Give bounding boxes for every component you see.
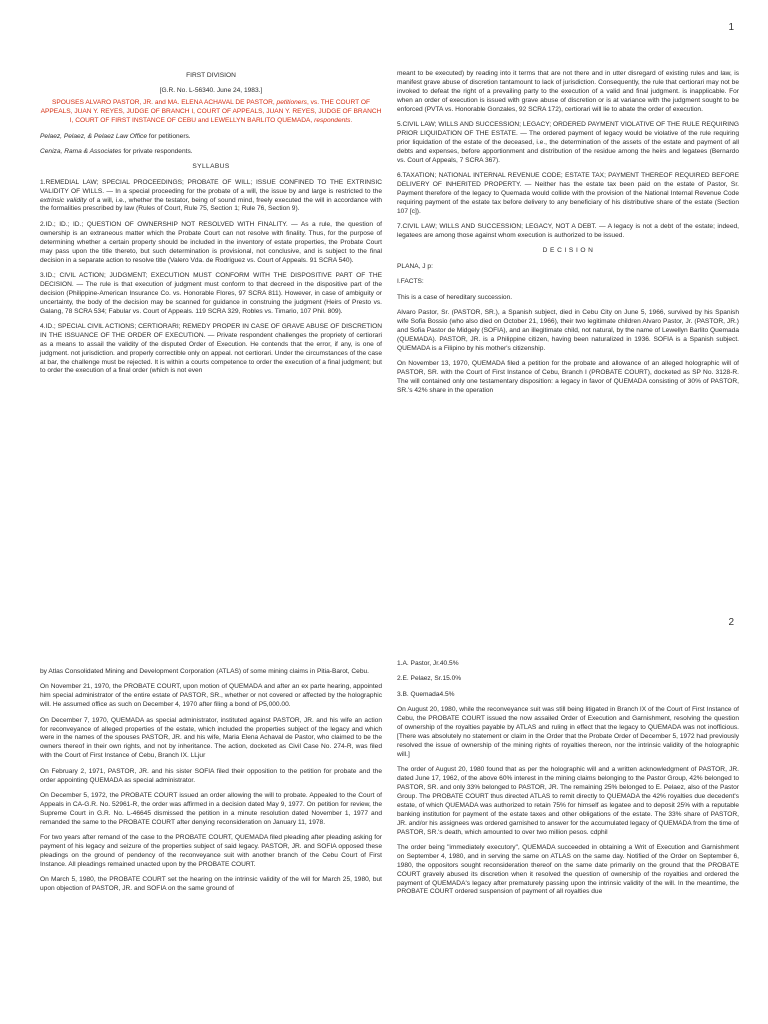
- syllabus-item-1: 1.REMEDIAL LAW; SPECIAL PROCEEDINGS; PROBATE OF WILL; ISSUE CONFINED TO THE EXTRINSIC VALIDITY OF WILLS. — In a special proceeding for the probate of a will, the issue by and large is restricted to the extrinsic validity of a will, i.e., whether the testator, being of sound mind, freely executed the will in accordance with the formalities prescribed by law (Rules of Court, Rule 75, Section 1; Rule 76, Section 9).: [40, 178, 383, 213]
- page-number: 2: [728, 617, 734, 628]
- syllabus-heading: SYLLABUS: [192, 163, 230, 171]
- left-column: [40, 72, 382, 383]
- ponente: PLANA, J p:: [397, 262, 433, 270]
- syllabus-item-6: 6.TAXATION; NATIONAL INTERNAL REVENUE CODE; ESTATE TAX; PAYMENT THEREOF REQUIRED BEFORE DELIVERY OF INHERITED PROPERTY. — Neither has the estate tax been paid on the estate of Pastor, Sr. Payment therefore of the legacy to Quemada would collide with the provision of the National Internal Revenue Code requiring payment of the estate tax before delivery to any beneficiary of his distributive share of the estate (Section 107 [c]).: [397, 172, 739, 215]
- syllabus-item-3: 3.ID.; CIVIL ACTION; JUDGMENT; EXECUTION MUST CONFORM WITH THE DISPOSITIVE PART OF THE DECISION. — The rule is that execution of judgment must conform to that decreed in the dispositive part of the decision (Philippine-American Insurance Co. vs. Honorable Flores, 97 SCRA 811). However, in case of ambiguity or uncertainty, the body of the decision may be scanned for guidance in construing the judgment (Heirs of Presto vs. Galang, 78 SCRA 534; Fabular vs. Court of Appeals. 119 SCRA 329, Robles vs. Timario, 107 Phil. 809).: [40, 271, 382, 315]
- counsel-respondents: Ceniza, Rama & Associates for private respondents.: [40, 147, 193, 155]
- share-list-item: 2.E. Pelaez, Sr.15.0%: [397, 675, 462, 683]
- share-list-item: 1.A. Pastor, Jr.40.5%: [397, 660, 459, 667]
- syllabus-item-7: 7.CIVIL LAW; WILLS AND SUCCESSION; LEGACY, NOT A DEBT. — A legacy is not a debt of the estate; indeed, legatees are among those against whom execution is authorized to be issued.: [397, 223, 739, 239]
- left-column: [40, 668, 382, 901]
- document-page-2: [0, 600, 768, 1024]
- paragraph: The order being "immediately executory", QUEMADA succeeded in obtaining a Writ of Execution and Garnishment on September 4, 1980, and in serving the same on ATLAS on the same day. Notified of the Order on September 6, 1980, the oppositors sought reconsideration thereof on the same date primarily on the ground that the PROBATE COURT gravely abused its discretion when it resolved the question of ownership of the royalties and ordered the payment of QUEMADA's legacy after prematurely passing upon the intrinsic validity of the will. In the meantime, the PROBATE COURT ordered suspension of payment of all royalties due: [397, 843, 739, 896]
- paragraph: On December 7, 1970, QUEMADA as special administrator, instituted against PASTOR, JR. and his wife an action for reconveyance of alleged properties of the estate, which included the properties subject of the legacy and which were in the names of the spouses PASTOR, JR. and his wife, Maria Elena Achaval de Pastor, who claimed to be the owners thereof in their own rights, and not by inheritance. The action, docketed as Civil Case No. 274-R, was filed with the Court of First Instance of Cebu, Branch IX. LLjur: [40, 716, 382, 760]
- syllabus-item-2: 2.ID.; ID.; ID.; QUESTION OF OWNERSHIP NOT RESOLVED WITH FINALITY. — As a rule, the question of ownership is an extraneous matter which the Probate Court can not resolve with finality. Thus, for the purpose of determining whether a certain property should be included in the inventory of estate properties, the Probate Court may pass upon the title thereto, but such determination is provisional, not conclusive, and is subject to the final decision in a separate action to resolve title (Valero Vda. de Rodriguez vs. Court of Appeals. 91 SCRA 540).: [40, 220, 382, 264]
- facts-paragraph-3: On November 13, 1970, QUEMADA filed a petition for the probate and allowance of an alleged holographic will of PASTOR, SR. with the Court of First Instance of Cebu, Branch I (PROBATE COURT), docketed as SP No. 3128-R. The will contained only one testamentary disposition: a legacy in favor of QUEMADA consisting of 30% of PASTOR, SR.'s 42% share in the operation: [397, 360, 739, 394]
- paragraph: On February 2, 1971, PASTOR, JR. and his sister SOFIA filed their opposition to the petition for probate and the order appointing QUEMADA as special administrator.: [40, 767, 382, 784]
- syllabus-item-5: 5.CIVIL LAW; WILLS AND SUCCESSION; LEGACY; ORDERED PAYMENT VIOLATIVE OF THE RULE REQUIRING PRIOR LIQUIDATION OF THE ESTATE. — The ordered payment of legacy would be violative of the rule requiring prior liquidation of the estate of the deceased, i.e., the determination of the assets of the estate and payment of all debts and expenses, before apportionment and distribution of the residue among the heirs and legatees (Bernardo vs. Court of Appeals, 7 SCRA 367).: [397, 121, 739, 164]
- page-number: 1: [728, 22, 734, 33]
- paragraph: For two years after remand of the case to the PROBATE COURT, QUEMADA filed pleading after pleading asking for payment of his legacy and seizure of the properties subject of said legacy. PASTOR, JR. and SOFIA opposed these pleadings on the ground of pendency of the reconveyance suit with another branch of the Cebu Court of First Instance. All pleadings remained unacted upon by the PROBATE COURT.: [40, 834, 382, 868]
- page-separator: [0, 580, 768, 600]
- decision-heading: D E C I S I O N: [542, 247, 594, 255]
- paragraph: On November 21, 1970, the PROBATE COURT, upon motion of QUEMADA and after an ex parte hearing, appointed him special administrator of the entire estate of PASTOR, SR., whether or not covered or affected by the holographic will. He assumed office as such on December 4, 1970 after filing a bond of P5,000.00.: [40, 683, 382, 709]
- share-list-item: 3.B. Quemada4.5%: [397, 690, 455, 698]
- facts-paragraph-1: This is a case of hereditary succession.: [397, 293, 513, 301]
- paragraph: by Atlas Consolidated Mining and Development Corporation (ATLAS) of some mining claims in Pitia-Barot, Cebu.: [40, 668, 369, 675]
- paragraph: On August 20, 1980, while the reconveyance suit was still being litigated in Branch IX of the Court of First Instance of Cebu, the PROBATE COURT issued the now assailed Order of Execution and Garnishment, resolving the question of ownership of the royalties payable by ATLAS and ruling in effect that the legacy to QUEMADA was not inofficious. [There was absolutely no statement or claim in the Order that the Probate Order of December 5, 1972 had previously resolved the issue of ownership of the mining rights of royalties thereon, nor the intrinsic validity of the holographic will.]: [397, 706, 739, 758]
- division-heading: FIRST DIVISION: [186, 72, 236, 79]
- case-parties: SPOUSES ALVARO PASTOR, JR. and MA. ELENA ACHAVAL DE PASTOR, petitioners, vs. THE COURT OF APPEALS, JUAN Y. REYES, JUDGE OF BRANCH I, COURT OF APPEALS, JUAN Y. REYES, JUDGE OF BRANCH I, COURT OF FIRST INSTANCE OF CEBU and LEWELLYN BARLITO QUEMADA, respondents.: [40, 99, 382, 125]
- paragraph: The order of August 20, 1980 found that as per the holographic will and a written acknowledgment of PASTOR, JR. dated June 17, 1962, of the above 60% interest in the mining claims belonging to the Pastor Group, 42% belonged to PASTOR, SR. and only 33% belonged to PASTOR, JR. The remaining 25% belonged to E. Pelaez, also of the Pastor Group. The PROBATE COURT thus directed ATLAS to remit directly to QUEMADA the 42% royalties due decedent's estate, of which QUEMADA was authorized to retain 75% for himself as legatee and to deposit 25% with a reputable banking institution for payment of the estate taxes and other obligations of the estate. The 33% share of PASTOR, JR. and/or his assignees was ordered garnished to answer for the accumulated legacy of QUEMADA from the time of PASTOR, SR.'s death, which amounted to over two million pesos. cdphil: [397, 766, 739, 836]
- facts-heading: I.FACTS:: [397, 278, 424, 286]
- counsel-petitioners: Pelaez, Pelaez, & Pelaez Law Office for petitioners.: [40, 132, 191, 140]
- syllabus-item-4: 4.ID.; SPECIAL CIVIL ACTIONS; CERTIORARI; REMEDY PROPER IN CASE OF GRAVE ABUSE OF DISCRETION IN THE ISSUANCE OF THE ORDER OF EXECUTION. — Private respondent challenges the propriety of certiorari as a means to assail the validity of the disputed Order of Execution. He contends that the error, if any, is one of judgment. not jurisdiction. and properly correctible only on appeal. not certiorari. Under the circumstances of the case at bar, the challenge must be rejected. It is within a courts competence to order the execution of a final judgment; but to order the execution of a final order (which is not even: [40, 322, 382, 375]
- paragraph: On March 5, 1980, the PROBATE COURT set the hearing on the intrinsic validity of the will for March 25, 1980, but upon objection of PASTOR, JR. and SOFIA on the same ground of: [40, 876, 382, 893]
- syllabus-item-4-continued: meant to be executed) by reading into it terms that are not there and in utter disregard of existing rules and law, is manifest grave abuse of discretion tantamount to lack of jurisdiction. Consequently, the rule that certiorari may not be invoked to defeat the right of a prevailing party to the execution of a valid and final judgment. is inapplicable. For when an order of execution is issued with grave abuse of discretion or is at variance with the judgment sought to be enforced (PVTA vs. Honorable Gonzales, 92 SCRA 172), certiorari will lie to abate the order of execution.: [397, 70, 739, 113]
- right-column: [397, 70, 739, 402]
- case-number: [G.R. No. L-56340. June 24, 1983.]: [159, 87, 263, 95]
- right-column: [397, 660, 739, 904]
- facts-paragraph-2: Alvaro Pastor, Sr. (PASTOR, SR.), a Spanish subject, died in Cebu City on June 5, 1966, survived by his Spanish wife Sofia Bossio (who also died on October 21, 1966), their two legitimate children Alvaro Pastor, Jr. (PASTOR, JR.) and Sofia Pastor de Midgely (SOFIA), and an illegitimate child, not natural, by the name of Lewellyn Barlito Quemada (QUEMADA). PASTOR, JR. is a Philippine citizen, having been naturalized in 1936. SOFIA is a Spanish subject. QUEMADA is a Filipino by his mother's citizenship.: [397, 309, 739, 352]
- paragraph: On December 5, 1972, the PROBATE COURT issued an order allowing the will to probate. Appealed to the Court of Appeals in CA-G.R. No. 52961-R, the order was affirmed in a decision dated May 9, 1977. On petition for review, the Supreme Court in G.R. No. L-46645 dismissed the petition in a minute resolution dated November 1, 1977 and remanded the same to the PROBATE COURT after denying reconsideration on January 11, 1978.: [40, 791, 382, 826]
